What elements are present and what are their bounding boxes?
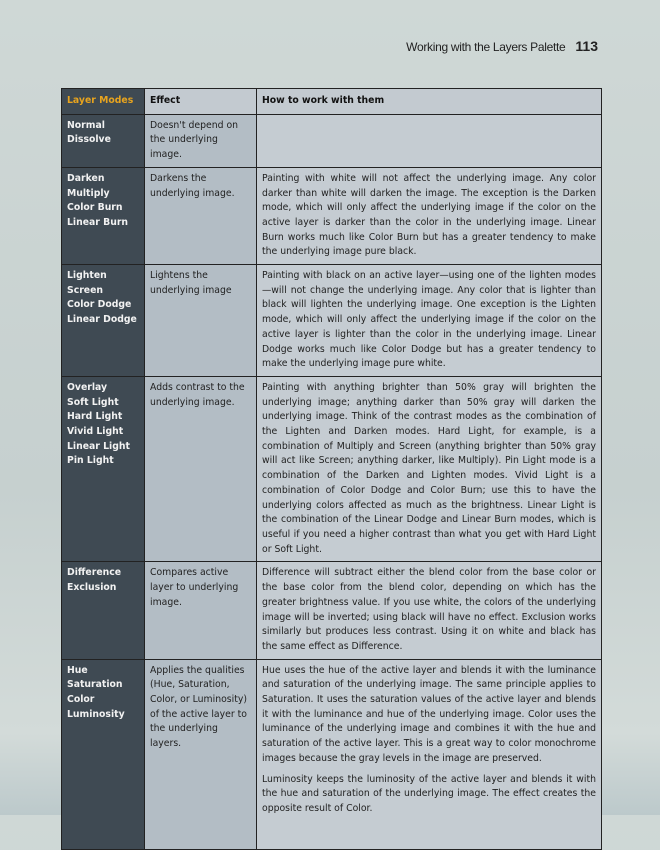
how-cell — [257, 265, 602, 377]
how-cell — [257, 562, 602, 659]
mode-name: Overlay — [67, 381, 108, 393]
mode-name: Difference — [67, 567, 122, 579]
how-cell — [257, 114, 602, 167]
effect-cell: Doesn't depend on the underlying image. — [145, 114, 257, 167]
layer-modes-table — [61, 88, 602, 850]
mode-name: Pin Light — [67, 455, 114, 467]
mode-name: Soft Light — [67, 396, 119, 408]
header-effect: Effect — [145, 89, 257, 115]
effect-cell: Compares active layer to underlying image. — [145, 562, 257, 659]
how-cell — [257, 167, 602, 264]
chapter-title: Working with the Layers Palette — [406, 40, 566, 54]
effect-cell: Darkens the underlying image. — [145, 167, 257, 264]
how-paragraph: Painting with anything brighter than 50% gray will brighten the underlying image; anything darker than 50% gray will darken the underlying image. Think of the contrast modes as the combination of the Lighten and Darken modes. Hard Light, for example, is a combination of Multiply and Screen (anything brighter than 50% gray will act like Screen; anything darker, like Multiply). Pin Light mode is a combination of the Darken and Lighten modes. Vivid Light is a combination of Color Dodge and Color Burn; use this to have the underlying colors affected as much as the brightness. Linear Light is the combination of the Linear Dodge and Linear Burn modes, which is useful if you need a higher contrast than what you get with Hard Light or Soft Light. — [262, 381, 596, 555]
table-row — [62, 114, 602, 167]
mode-name: Darken — [67, 172, 105, 184]
table-row — [62, 167, 602, 264]
effect-cell: Lightens the underlying image — [145, 265, 257, 377]
mode-name: Luminosity — [67, 708, 125, 720]
table-header-row — [62, 89, 602, 115]
mode-name: Linear Light — [67, 440, 130, 452]
mode-name: Linear Burn — [67, 216, 129, 228]
modes-cell — [62, 376, 145, 561]
mode-name: Hue — [67, 664, 88, 676]
mode-name: Saturation — [67, 679, 123, 691]
how-paragraph: Difference will subtract either the blend color from the base color or the base color from the blend color, depending on which has the greater brightness value. If you use white, the colors of the underlying image will be inverted; using black will have no effect. Exclusion works similarly but produces less contrast. Using it on white and black has the same effect as Difference. — [262, 567, 596, 652]
page-number: 113 — [575, 38, 598, 54]
mode-name: Exclusion — [67, 582, 117, 594]
how-paragraph: Painting with white will not affect the underlying image. Any color darker than white will darken the image. The exception is the Darken mode, which will only affect the underlying image if the color on the active layer is darker than the color in the underlying image. Linear Burn works much like Color Burn but has a greater tendency to make the underlying image pure black. — [262, 172, 596, 258]
mode-name: Linear Dodge — [67, 314, 137, 326]
table-row — [62, 562, 602, 659]
how-cell — [257, 659, 602, 849]
modes-cell — [62, 659, 145, 849]
effect-cell: Applies the qualities (Hue, Saturation, Color, or Luminosity) of the active layer to the underlying layers. — [145, 659, 257, 849]
how-paragraph: Luminosity keeps the luminosity of the active layer and blends it with the hue and saturation of the underlying image. The effect creates the opposite result of Color. — [262, 773, 596, 814]
table-row — [62, 659, 602, 849]
mode-name: Lighten — [67, 270, 107, 282]
modes-cell — [62, 265, 145, 377]
mode-name: Screen — [67, 284, 104, 296]
modes-cell — [62, 167, 145, 264]
modes-cell — [62, 562, 145, 659]
running-header — [406, 38, 598, 54]
modes-cell — [62, 114, 145, 167]
mode-name: Color Dodge — [67, 299, 132, 311]
mode-name: Vivid Light — [67, 426, 124, 438]
how-cell — [257, 376, 602, 561]
mode-name: Multiply — [67, 187, 110, 199]
header-how: How to work with them — [257, 89, 602, 115]
mode-name: Color — [67, 694, 95, 706]
mode-name: Dissolve — [67, 134, 111, 146]
header-layer-modes: Layer Modes — [62, 89, 145, 115]
mode-name: Color Burn — [67, 202, 123, 214]
how-paragraph: Hue uses the hue of the active layer and blends it with the luminance and saturation of the underlying image. The same principle applies to Saturation. It uses the saturation values of the active layer and blends it with the luminance and hue of the underlying image. Color uses the luminance of the underlying image and combines it with the hue and saturation of the active layer. This is a great way to color monochrome images because the gray levels in the image are preserved. — [262, 664, 596, 764]
how-paragraph: Painting with black on an active layer—using one of the lighten modes—will not change the underlying image. Any color that is lighter than black will lighten the underlying image. One exception is the Lighten mode, which will only affect the underlying image if the color on the active layer is lighter than the color in the underlying image. Linear Dodge works much like Color Dodge but has a greater tendency to make the underlying image pure white. — [262, 270, 596, 370]
effect-cell: Adds contrast to the underlying image. — [145, 376, 257, 561]
table-row — [62, 265, 602, 377]
mode-name: Normal — [67, 119, 105, 131]
mode-name: Hard Light — [67, 411, 123, 423]
table-row — [62, 376, 602, 561]
